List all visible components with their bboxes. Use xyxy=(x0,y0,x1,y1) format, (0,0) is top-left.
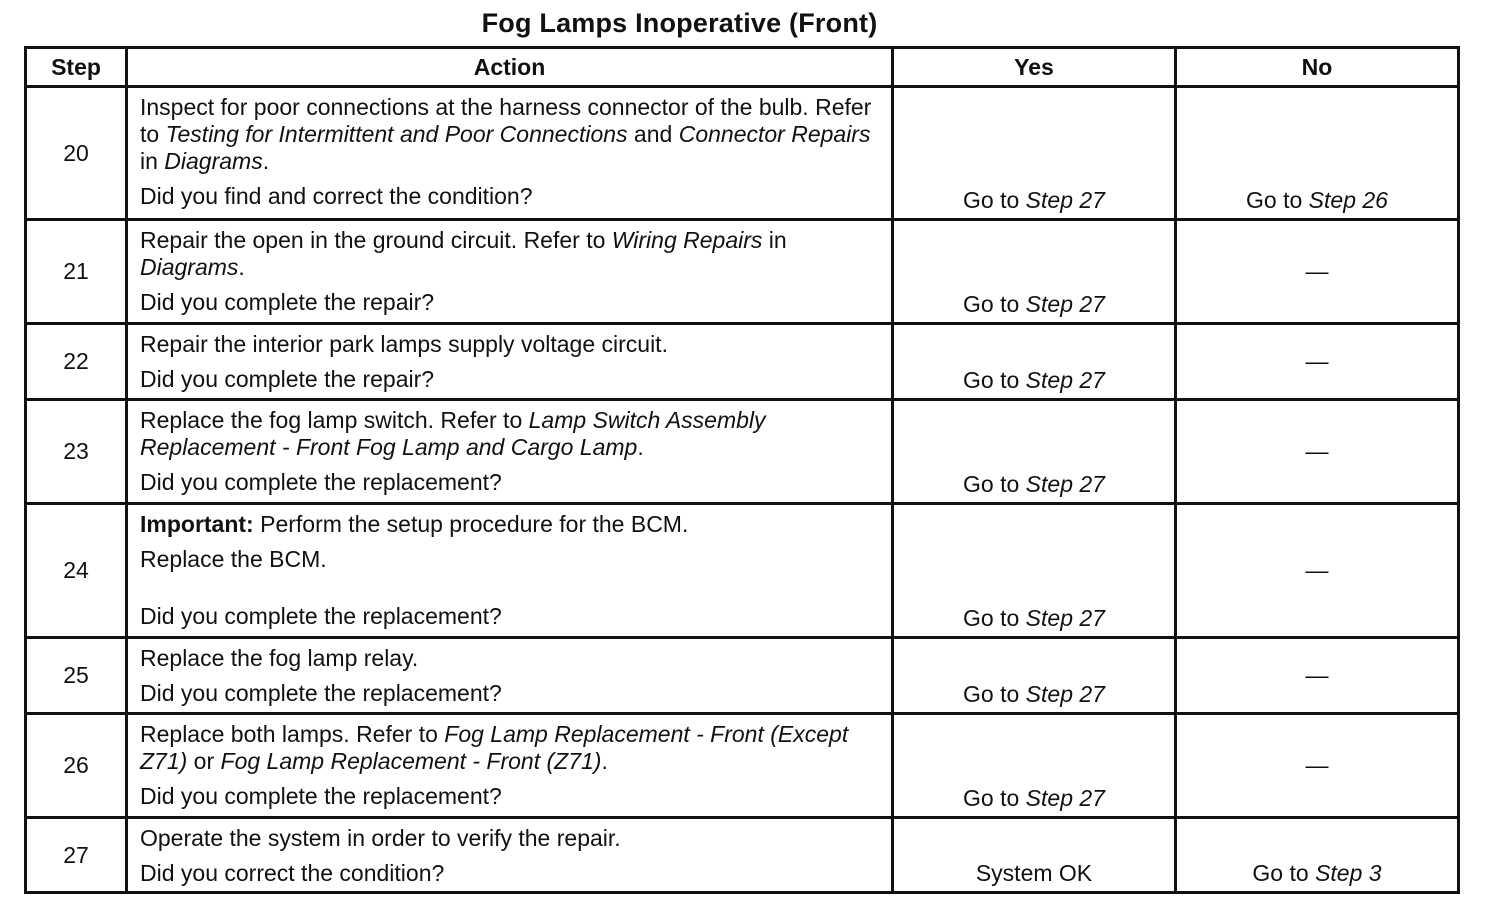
step-reference: Step 26 xyxy=(1308,187,1388,213)
yes-cell: Go to Step 27 xyxy=(893,220,1176,324)
no-cell: Go to Step 26 xyxy=(1176,87,1459,220)
step-number: 26 xyxy=(26,714,127,818)
action-cell xyxy=(127,638,893,714)
action-question: Did you complete the replacement? xyxy=(140,680,502,706)
action-cell xyxy=(127,504,893,638)
table-row xyxy=(26,714,1459,818)
no-cell: — xyxy=(1176,504,1459,638)
important-label: Important: xyxy=(140,511,254,537)
action-instruction: Inspect for poor connections at the harness connector of the bulb. Refer to Testing for Intermittent and Poor Connections and Connector Repairs in Diagrams. xyxy=(140,94,872,174)
no-cell: — xyxy=(1176,714,1459,818)
action-question: Did you correct the condition? xyxy=(140,860,445,886)
reference-link: Diagrams xyxy=(164,148,263,174)
yes-cell: Go to Step 27 xyxy=(893,324,1176,400)
table-row xyxy=(26,220,1459,324)
reference-link: Wiring Repairs xyxy=(611,227,763,253)
yes-cell: Go to Step 27 xyxy=(893,714,1176,818)
diagnostic-table xyxy=(24,46,1460,894)
step-reference: Step 27 xyxy=(1025,605,1105,631)
step-number: 21 xyxy=(26,220,127,324)
header-action: Action xyxy=(127,48,893,87)
action-instruction: Replace the fog lamp relay. xyxy=(140,645,419,671)
yes-cell: Go to Step 27 xyxy=(893,638,1176,714)
action-question: Did you complete the repair? xyxy=(140,289,435,315)
table-row xyxy=(26,324,1459,400)
action-instruction: Replace the BCM. xyxy=(140,546,327,572)
table-row xyxy=(26,400,1459,504)
reference-link: Fog Lamp Replacement - Front (Except Z71) xyxy=(140,721,849,774)
reference-link: Diagrams xyxy=(140,254,239,280)
table-row xyxy=(26,818,1459,893)
no-cell: — xyxy=(1176,324,1459,400)
no-cell: — xyxy=(1176,638,1459,714)
header-yes: Yes xyxy=(893,48,1176,87)
action-instruction: Operate the system in order to verify the repair. xyxy=(140,825,621,851)
step-reference: Step 27 xyxy=(1025,681,1105,707)
header-no: No xyxy=(1176,48,1459,87)
table-row xyxy=(26,638,1459,714)
step-number: 24 xyxy=(26,504,127,638)
page-title: Fog Lamps Inoperative (Front) xyxy=(481,8,878,38)
table-row xyxy=(26,87,1459,220)
reference-link: Connector Repairs xyxy=(678,121,871,147)
action-cell xyxy=(127,324,893,400)
action-instruction: Replace the fog lamp switch. Refer to Lamp Switch Assembly Replacement - Front Fog Lamp and Cargo Lamp. xyxy=(140,407,766,460)
action-cell xyxy=(127,818,893,893)
table-row xyxy=(26,504,1459,638)
header-step: Step xyxy=(26,48,127,87)
action-question: Did you complete the replacement? xyxy=(140,469,502,495)
action-cell xyxy=(127,220,893,324)
yes-cell: Go to Step 27 xyxy=(893,504,1176,638)
reference-link: Lamp Switch Assembly Replacement - Front Fog Lamp and Cargo Lamp xyxy=(140,407,766,460)
action-question: Did you complete the replacement? xyxy=(140,603,502,629)
yes-cell: System OK xyxy=(893,818,1176,893)
step-number: 20 xyxy=(26,87,127,220)
important-note: Important: Perform the setup procedure for the BCM. xyxy=(140,511,689,537)
step-reference: Step 27 xyxy=(1025,367,1105,393)
yes-cell: Go to Step 27 xyxy=(893,87,1176,220)
table-header-row xyxy=(26,48,1459,87)
step-reference: Step 27 xyxy=(1025,291,1105,317)
action-instruction: Repair the open in the ground circuit. Refer to Wiring Repairs in Diagrams. xyxy=(140,227,787,280)
step-number: 23 xyxy=(26,400,127,504)
step-reference: Step 27 xyxy=(1025,785,1105,811)
reference-link: Fog Lamp Replacement - Front (Z71) xyxy=(220,748,602,774)
yes-cell: Go to Step 27 xyxy=(893,400,1176,504)
reference-link: Testing for Intermittent and Poor Connections xyxy=(165,121,628,147)
step-reference: Step 27 xyxy=(1025,471,1105,497)
action-question: Did you complete the repair? xyxy=(140,366,435,392)
step-reference: Step 3 xyxy=(1315,860,1382,886)
step-number: 27 xyxy=(26,818,127,893)
no-cell: — xyxy=(1176,400,1459,504)
step-number: 25 xyxy=(26,638,127,714)
action-question: Did you find and correct the condition? xyxy=(140,183,533,209)
no-cell: — xyxy=(1176,220,1459,324)
action-cell xyxy=(127,87,893,220)
action-instruction: Repair the interior park lamps supply voltage circuit. xyxy=(140,331,668,357)
no-cell: Go to Step 3 xyxy=(1176,818,1459,893)
action-question: Did you complete the replacement? xyxy=(140,783,502,809)
step-number: 22 xyxy=(26,324,127,400)
action-instruction: Replace both lamps. Refer to Fog Lamp Replacement - Front (Except Z71) or Fog Lamp Replacement - Front (Z71). xyxy=(140,721,849,774)
action-cell xyxy=(127,714,893,818)
step-reference: Step 27 xyxy=(1025,187,1105,213)
action-cell xyxy=(127,400,893,504)
